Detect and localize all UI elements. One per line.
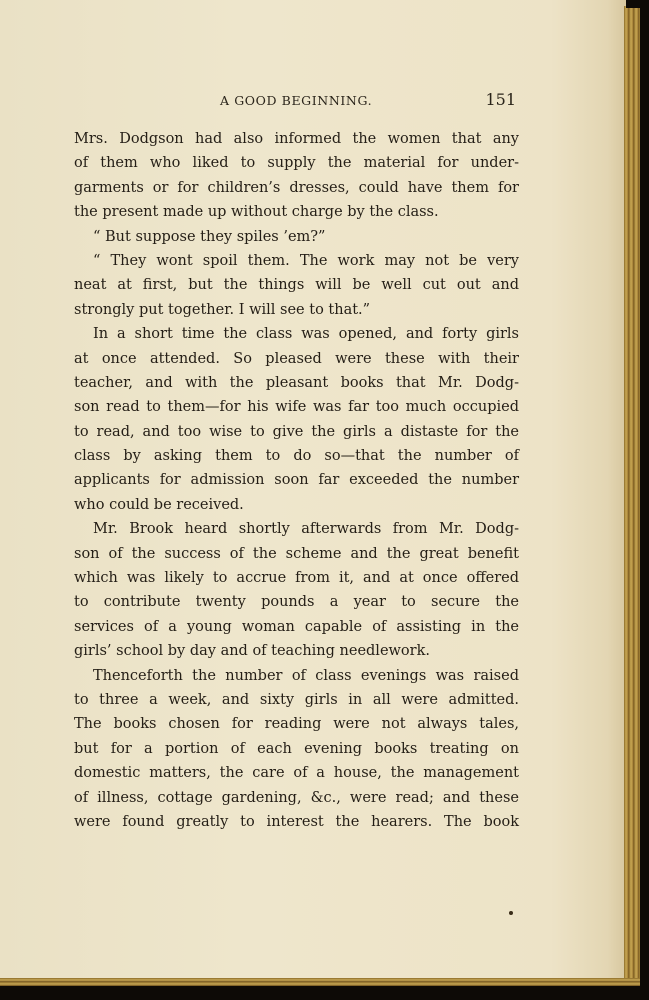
- text-line: son of the success of the scheme and the great benefit: [74, 545, 519, 562]
- text-line: who could be received.: [74, 496, 244, 513]
- running-title: A GOOD BEGINNING.: [220, 93, 373, 108]
- text-line: which was likely to accrue from it, and at once offered: [74, 570, 519, 587]
- text-line: garments or for children’s dresses, could have them for: [74, 179, 519, 196]
- text-line: Thenceforth the number of class evenings was raised: [93, 667, 519, 684]
- text-line: at once attended. So pleased were these with their: [74, 350, 519, 367]
- text-line: to contribute twenty pounds a year to secure the: [74, 594, 519, 611]
- running-head: [74, 90, 518, 114]
- text-line: strongly put together. I will see to that.”: [74, 301, 371, 318]
- scan-shadow-right: [640, 0, 649, 1000]
- text-line: In a short time the class was opened, and forty girls: [93, 326, 519, 343]
- text-line: applicants for admission soon far exceeded the number: [74, 472, 519, 489]
- text-line: son read to them—for his wife was far too much occupied: [74, 399, 519, 416]
- text-line: The books chosen for reading were not always tales,: [74, 716, 519, 733]
- text-line: of illness, cottage gardening, &c., were read; and these: [74, 789, 519, 806]
- text-line: “ But suppose they spiles ’em?”: [93, 228, 326, 245]
- text-line: Mr. Brook heard shortly afterwards from Mr. Dodg-: [93, 521, 519, 538]
- text-line: services of a young woman capable of assisting in the: [74, 618, 519, 635]
- text-line: Mrs. Dodgson had also informed the women that any: [74, 131, 519, 147]
- text-line: class by asking them to do so—that the number of: [74, 448, 519, 465]
- page-number: 151: [485, 90, 516, 109]
- text-line: girls’ school by day and of teaching needlework.: [74, 643, 430, 660]
- body-text: [74, 127, 519, 834]
- text-line: to three a week, and sixty girls in all were admitted.: [74, 691, 519, 708]
- scan-shadow-bottom: [0, 986, 649, 1000]
- text-line: to read, and too wise to give the girls a distaste for the: [74, 423, 519, 440]
- text-line: neat at first, but the things will be well cut out and: [74, 277, 519, 294]
- scan-shadow-corner: [626, 0, 649, 8]
- text-line: “ They wont spoil them. The work may not be very: [93, 252, 519, 269]
- text-line: domestic matters, the care of a house, the management: [74, 765, 519, 782]
- text-line: of them who liked to supply the material for under-: [74, 155, 519, 172]
- ink-spot: [509, 911, 513, 915]
- text-line: but for a portion of each evening books treating on: [74, 740, 519, 757]
- text-line: were found greatly to interest the hearers. The book: [74, 813, 519, 830]
- text-line: teacher, and with the pleasant books that Mr. Dodg-: [74, 374, 519, 391]
- text-line: the present made up without charge by the class.: [74, 204, 439, 221]
